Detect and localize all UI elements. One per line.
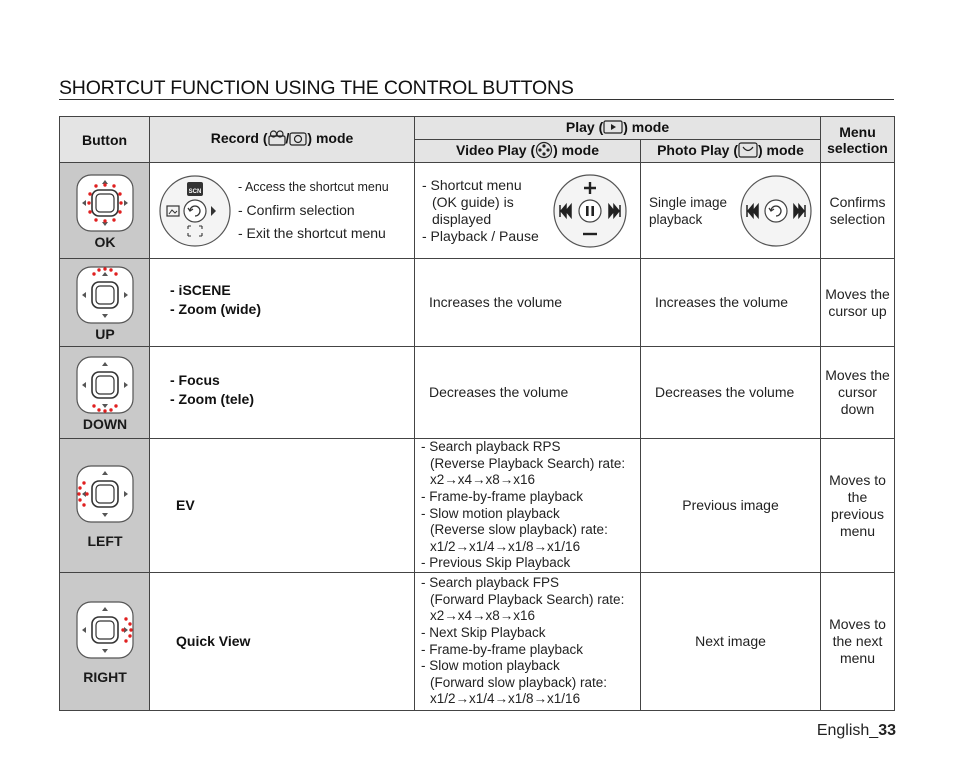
menu-cell-up: Moves the cursor up	[821, 259, 895, 347]
video-left-line-3: x2→x4→x8→x16	[430, 472, 536, 488]
header-play-post: ) mode	[623, 119, 670, 136]
record-cell-left: EV	[150, 439, 415, 573]
video-left-line-2: (Reverse Playback Search) rate:	[430, 455, 626, 471]
footer-language: English_	[816, 722, 879, 739]
header-photo-play-post: ) mode	[758, 141, 804, 158]
video-playback-control-icon	[552, 173, 628, 249]
video-left-line-6: (Reverse slow playback) rate:	[430, 522, 608, 538]
menu-cell-left: Moves to the previous menu	[821, 439, 895, 573]
photo-cell-down: Decreases the volume	[641, 347, 821, 439]
button-cell-right	[60, 573, 150, 711]
video-right-line-3: x2→x4→x8→x16	[430, 608, 536, 624]
video-cell-up: Increases the volume	[415, 259, 641, 347]
video-left-line-7: x1/2→x1/4→x1/8→x1/16	[430, 538, 581, 554]
camcorder-icon	[268, 130, 286, 149]
button-label-down: DOWN	[82, 415, 128, 432]
page-number: 33	[878, 722, 896, 739]
video-left-line-4: - Frame-by-frame playback	[421, 488, 584, 504]
video-ok-line-4: - Playback / Pause	[422, 227, 539, 244]
photo-cell-right: Next image	[641, 573, 821, 711]
shortcut-menu-icon	[158, 174, 232, 248]
control-pad-left-icon	[74, 463, 136, 525]
photo-cell-up: Increases the volume	[641, 259, 821, 347]
video-ok-line-1: - Shortcut menu	[422, 176, 522, 193]
header-photo-play-pre: Photo Play (	[657, 141, 738, 158]
photo-playback-control-icon	[739, 174, 813, 248]
header-record-mid: /	[285, 130, 290, 147]
menu-cell-ok: Confirms selection	[821, 163, 895, 259]
record-down-line-1: - Focus	[170, 371, 220, 388]
shortcut-table	[59, 116, 895, 711]
camera-icon	[289, 130, 307, 149]
video-right-line-4: - Next Skip Playback	[421, 624, 546, 640]
video-cell-ok	[415, 163, 641, 259]
header-record-post: ) mode	[307, 130, 354, 147]
menu-cell-right: Moves to the next menu	[821, 573, 895, 711]
record-cell-right: Quick View	[150, 573, 415, 711]
record-ok-line-2: - Confirm selection	[238, 201, 355, 218]
video-right-line-6: - Slow motion playback	[421, 658, 560, 674]
header-play-pre: Play (	[565, 119, 604, 136]
button-label-right: RIGHT	[83, 668, 127, 685]
header-video-play-pre: Video Play (	[456, 141, 536, 158]
button-label-left: LEFT	[87, 532, 123, 549]
record-up-line-2: - Zoom (wide)	[170, 300, 261, 317]
button-cell-left	[60, 439, 150, 573]
video-right-line-8: x1/2→x1/4→x1/8→x1/16	[430, 691, 581, 707]
video-cell-down: Decreases the volume	[415, 347, 641, 439]
header-video-play-post: ) mode	[553, 141, 599, 158]
button-label-ok: OK	[94, 233, 116, 250]
header-video-play	[415, 140, 641, 163]
record-ok-line-3: - Exit the shortcut menu	[238, 224, 386, 241]
scn-label: SCN	[188, 188, 202, 195]
record-cell-ok	[150, 163, 415, 259]
video-cell-right	[415, 573, 641, 711]
video-left-line-8: - Previous Skip Playback	[421, 555, 571, 571]
control-pad-ok-icon	[74, 172, 136, 234]
header-record	[150, 117, 415, 163]
video-ok-line-2: (OK guide) is	[432, 193, 514, 210]
video-left-line-5: - Slow motion playback	[421, 505, 560, 521]
record-ok-line-1: - Access the shortcut menu	[238, 180, 389, 195]
photo-cell-left: Previous image	[641, 439, 821, 573]
menu-cell-down: Moves the cursor down	[821, 347, 895, 439]
record-cell-up	[150, 259, 415, 347]
video-left-line-1: - Search playback RPS	[421, 439, 561, 455]
record-up-line-1: - iSCENE	[170, 281, 231, 298]
control-pad-down-icon	[74, 354, 136, 416]
video-right-line-7: (Forward slow playback) rate:	[430, 674, 608, 690]
header-play	[415, 117, 821, 140]
film-reel-icon	[535, 141, 553, 162]
record-down-line-2: - Zoom (tele)	[170, 390, 254, 407]
video-right-line-5: - Frame-by-frame playback	[421, 641, 584, 657]
video-cell-left	[415, 439, 641, 573]
video-ok-line-3: displayed	[432, 210, 492, 227]
title-divider	[59, 99, 894, 100]
video-right-line-1: - Search playback FPS	[421, 575, 560, 591]
photo-cell-ok	[641, 163, 821, 259]
play-icon	[603, 120, 623, 137]
page-title: SHORTCUT FUNCTION USING THE CONTROL BUTTONS	[59, 77, 574, 99]
photo-icon	[738, 142, 758, 161]
page-footer	[817, 722, 896, 740]
header-photo-play	[641, 140, 821, 163]
button-label-up: UP	[95, 325, 115, 342]
control-pad-right-icon	[74, 599, 136, 661]
header-record-pre: Record (	[210, 130, 268, 147]
video-right-line-2: (Forward Playback Search) rate:	[430, 591, 625, 607]
button-cell-ok	[60, 163, 150, 259]
record-cell-down	[150, 347, 415, 439]
button-cell-down	[60, 347, 150, 439]
button-cell-up	[60, 259, 150, 347]
header-button: Button	[60, 117, 150, 163]
header-menu-selection: Menu selection	[821, 117, 895, 163]
photo-ok-text: Single image playback	[649, 194, 728, 227]
control-pad-up-icon	[74, 264, 136, 326]
